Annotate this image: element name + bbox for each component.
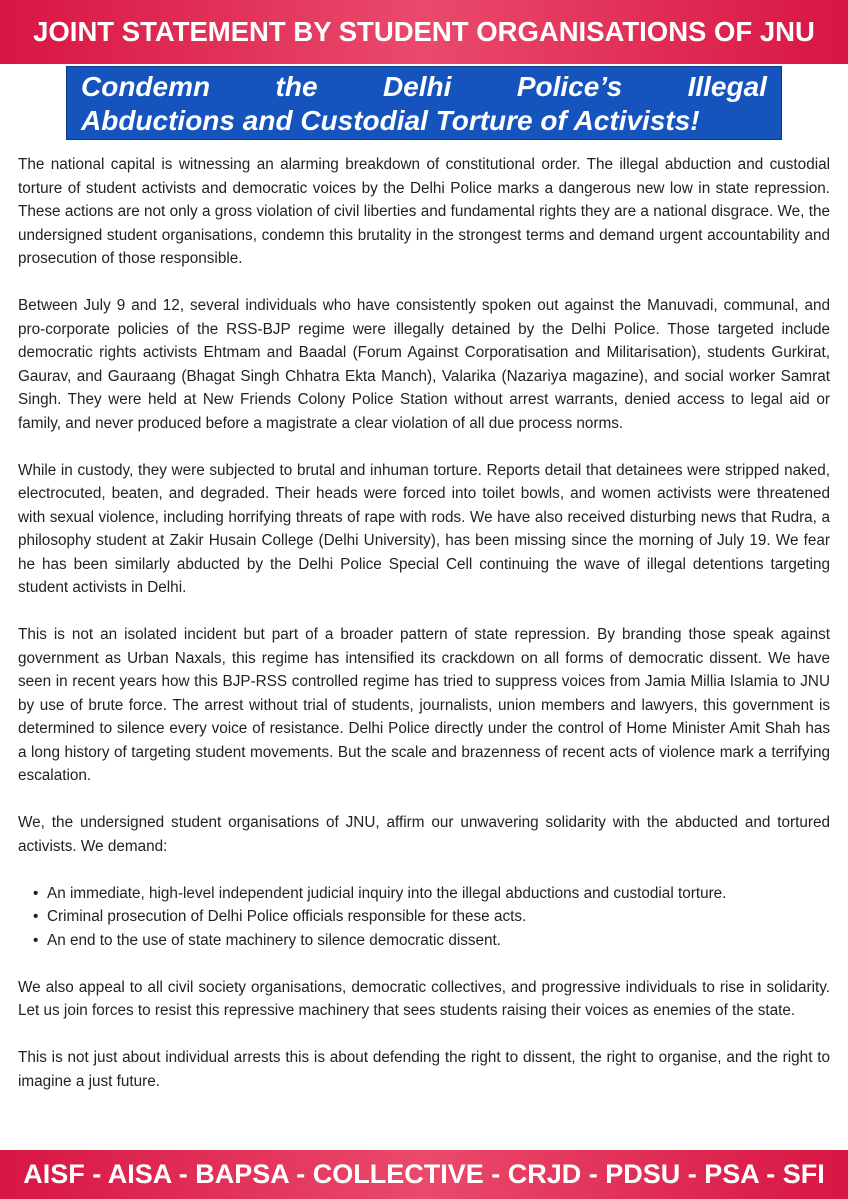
headline-word: Illegal: [687, 71, 767, 102]
headline-line-1: [81, 70, 767, 104]
headline-word: Delhi: [382, 71, 452, 102]
headline-line-2: Abductions and Custodial Torture of Activists!: [81, 105, 700, 136]
list-item: • An immediate, high-level independent judicial inquiry into the illegal abductions and custodial torture.: [33, 882, 830, 906]
header-banner: [0, 0, 848, 64]
headline-word: the: [275, 71, 318, 102]
paragraph-detentions: Between July 9 and 12, several individuals who have consistently spoken out against the Manuvadi, communal, and pro-corporate policies of the RSS-BJP regime were illegally detained by the Delhi Police. Those targeted include democratic rights activists Ehtmam and Baadal (Forum Against Corporatisation and Militarisation), students Gurkirat, Gaurav, and Gauraang (Bhagat Singh Chhatra Ekta Manch), Valarika (Nazariya magazine), and social worker Samrat Singh. They were held at New Friends Colony Police Station without arrest warrants, denied access to legal aid or family, and never produced before a magistrate a clear violation of all due process norms.: [18, 297, 830, 432]
list-item: • Criminal prosecution of Delhi Police officials responsible for these acts.: [33, 905, 830, 929]
paragraph-appeal: We also appeal to all civil society organisations, democratic collectives, and progressive individuals to rise in solidarity. Let us join forces to resist this repressive machinery that sees students raising their voices as enemies of the state.: [18, 978, 830, 1019]
paragraph-torture: While in custody, they were subjected to brutal and inhuman torture. Reports detail that detainees were stripped naked, electrocuted, beaten, and degraded. Their heads were forced into toilet bowls, and women activists were threatened with sexual violence, including horrifying threats of rape with rods. We have also received disturbing news that Rudra, a philosophy student at Zakir Husain College (Delhi University), has been missing since the morning of July 19. We fear he has been similarly abducted by the Delhi Police Special Cell continuing the wave of illegal detentions targeting student activists in Delhi.: [18, 461, 830, 596]
statement-body: [18, 153, 830, 1093]
headline-word: Condemn: [81, 71, 211, 102]
organisations-list: AISF - AISA - BAPSA - COLLECTIVE - CRJD - PDSU - PSA - SFI: [23, 1159, 825, 1189]
paragraph-pattern: This is not an isolated incident but part of a broader pattern of state repression. By branding those speak against government as Urban Naxals, this regime has intensified its crackdown on all forms of democratic dissent. We have seen in recent years how this BJP-RSS controlled regime has tried to suppress voices from Jamia Millia Islamia to JNU by use of brute force. The arrest without trial of students, journalists, union members and lawyers, this government is determined to silence every voice of resistance. Delhi Police directly under the control of Home Minister Amit Shah has a long history of targeting student movements. But the scale and brazenness of recent acts of violence mark a terrifying escalation.: [18, 626, 830, 784]
statement-title: JOINT STATEMENT BY STUDENT ORGANISATIONS OF JNU: [33, 16, 815, 47]
headline-word: Police’s: [516, 71, 623, 102]
list-item: • An end to the use of state machinery to silence democratic dissent.: [33, 929, 830, 953]
demands-list: [18, 882, 830, 953]
paragraph-intro: The national capital is witnessing an alarming breakdown of constitutional order. The illegal abduction and custodial torture of student activists and democratic voices by the Delhi Police marks a dangerous new low in state repression. These actions are not only a gross violation of civil liberties and fundamental rights they are a national disgrace. We, the undersigned student organisations, condemn this brutality in the strongest terms and demand urgent accountability and prosecution of those responsible.: [18, 156, 830, 267]
paragraph-solidarity: We, the undersigned student organisations of JNU, affirm our unwavering solidarity with the abducted and tortured activists. We demand:: [18, 814, 830, 855]
paragraph-conclusion: This is not just about individual arrests this is about defending the right to dissent, the right to organise, and the right to imagine a just future.: [18, 1049, 830, 1090]
footer-banner: [0, 1150, 848, 1199]
headline-box: [66, 66, 782, 140]
